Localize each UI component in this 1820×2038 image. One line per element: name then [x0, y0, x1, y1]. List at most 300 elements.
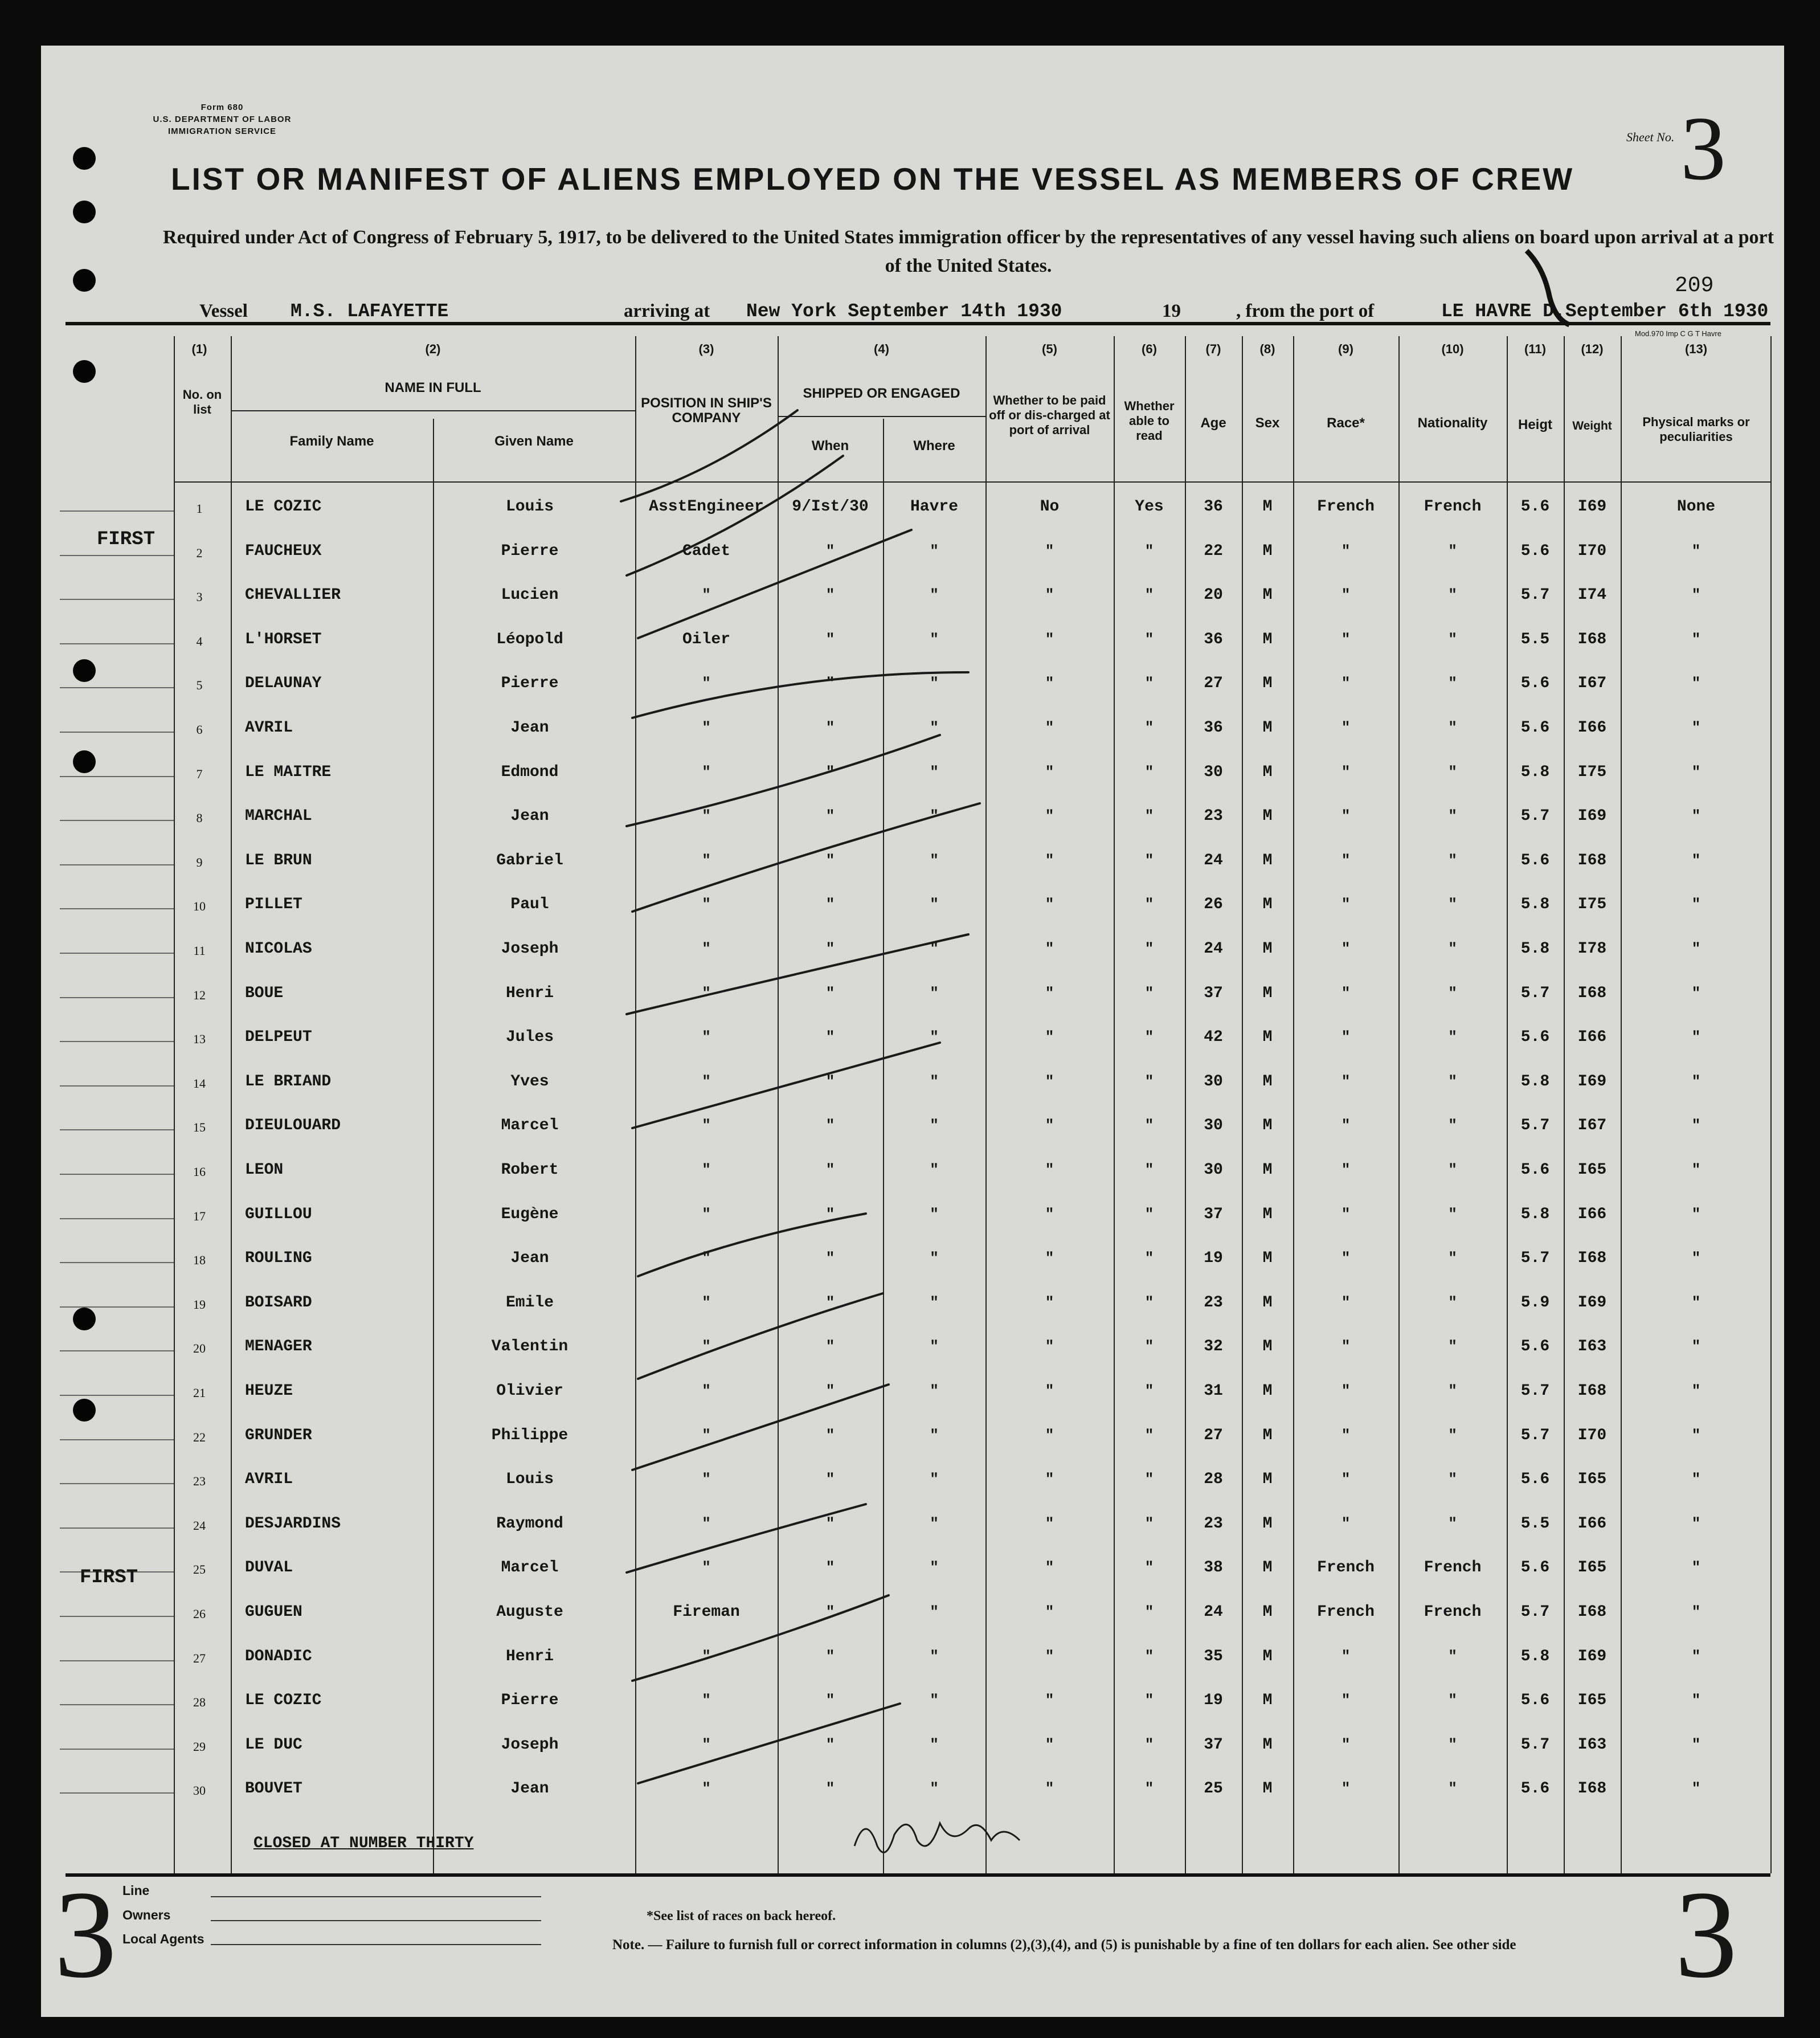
- cell-when: ": [825, 1780, 835, 1798]
- form-number: Form 680: [201, 103, 244, 112]
- cell-family: DELAUNAY: [245, 675, 322, 693]
- cell-marks: ": [1691, 675, 1701, 692]
- cell-when: ": [825, 1249, 835, 1267]
- cell-nat: ": [1448, 1647, 1457, 1665]
- cell-family: BOUE: [245, 984, 284, 1002]
- cell-family: NICOLAS: [245, 940, 312, 958]
- cell-when: ": [825, 542, 835, 559]
- cell-marks: None: [1676, 498, 1716, 516]
- row-number: 10: [193, 899, 206, 914]
- cell-nat: ": [1448, 1249, 1457, 1267]
- header-shipped: SHIPPED OR ENGAGED: [803, 386, 960, 401]
- cell-age: 23: [1204, 1514, 1223, 1533]
- cell-where: ": [930, 1161, 939, 1178]
- col-num-4: (4): [874, 342, 889, 356]
- cell-family: DONADIC: [245, 1647, 312, 1665]
- cell-sex: M: [1262, 1205, 1273, 1223]
- cell-weight: I74: [1577, 586, 1607, 605]
- cell-position: ": [702, 1559, 711, 1577]
- penalty-note: Note. — Failure to furnish full or correct information in columns (2),(3),(4), and (5) is punishable by a fine of ten dollars for each alien. See other side: [612, 1937, 1516, 1953]
- header-weight: Weight: [1572, 419, 1612, 432]
- cell-sex: M: [1262, 807, 1273, 826]
- header-where: Where: [913, 438, 955, 454]
- from-label: , from the port of: [1236, 301, 1375, 321]
- cell-age: 42: [1204, 1028, 1223, 1047]
- cell-nat: ": [1448, 1205, 1457, 1223]
- cell-race: ": [1341, 1692, 1351, 1709]
- cell-weight: I66: [1577, 1205, 1607, 1223]
- cell-paid: ": [1045, 1647, 1054, 1665]
- row-number: 2: [196, 545, 203, 560]
- cell-paid: ": [1045, 1471, 1054, 1488]
- cell-paid: ": [1045, 1603, 1054, 1620]
- cell-weight: I68: [1577, 984, 1607, 1002]
- cell-age: 23: [1204, 1293, 1223, 1312]
- cell-marks: ": [1691, 851, 1701, 869]
- cell-when: ": [825, 851, 835, 869]
- cell-nat: ": [1448, 586, 1457, 604]
- cell-weight: I66: [1577, 1028, 1607, 1047]
- footer-sheet-number-left: 3: [54, 1865, 117, 2004]
- cell-paid: ": [1045, 1559, 1054, 1577]
- cell-given: Henri: [505, 1647, 554, 1665]
- line-label: Line: [122, 1883, 150, 1898]
- cell-read: ": [1144, 1338, 1154, 1355]
- cell-height: 5.6: [1520, 1161, 1550, 1179]
- cell-position: AsstEngineer: [649, 498, 764, 516]
- cell-family: LE BRUN: [245, 851, 312, 869]
- cell-position: ": [702, 1471, 711, 1488]
- cell-read: ": [1144, 1117, 1154, 1134]
- row-number: 15: [193, 1120, 206, 1135]
- cell-given: Jean: [510, 1780, 549, 1798]
- cell-paid: ": [1045, 896, 1054, 913]
- cell-family: LE BRIAND: [245, 1072, 332, 1091]
- row-number: 25: [193, 1562, 206, 1577]
- cell-race: ": [1341, 1382, 1351, 1399]
- arriving-label: arriving at: [624, 301, 710, 321]
- cell-where: ": [930, 1692, 939, 1709]
- header-paid-off: Whether to be paid off or dis-charged at port of arrival: [989, 393, 1110, 437]
- races-note: *See list of races on back hereof.: [647, 1909, 836, 1923]
- cell-given: Louis: [505, 498, 554, 516]
- header-no-on-list: No. on list: [182, 387, 222, 416]
- cell-where: ": [930, 1426, 939, 1444]
- cell-position: ": [702, 1692, 711, 1709]
- cell-when: ": [825, 807, 835, 825]
- cell-position: ": [702, 896, 711, 913]
- cell-height: 5.7: [1520, 586, 1550, 605]
- cell-nat: ": [1448, 542, 1457, 559]
- cell-height: 5.8: [1520, 1205, 1550, 1223]
- cell-height: 5.7: [1520, 1117, 1550, 1135]
- header-able-read: Whether able to read: [1124, 399, 1175, 443]
- cell-paid: ": [1045, 630, 1054, 648]
- cell-marks: ": [1691, 1338, 1701, 1355]
- cell-marks: ": [1691, 807, 1701, 825]
- cell-read: ": [1144, 542, 1154, 559]
- cell-family: ROULING: [245, 1249, 312, 1268]
- cell-race: ": [1341, 1072, 1351, 1090]
- cell-paid: ": [1045, 1426, 1054, 1444]
- cell-given: Edmond: [501, 763, 559, 781]
- cell-family: PILLET: [245, 896, 302, 914]
- cell-family: L'HORSET: [245, 630, 322, 648]
- cell-paid: ": [1045, 940, 1054, 957]
- cell-family: DIEULOUARD: [245, 1117, 341, 1135]
- cell-position: ": [702, 807, 711, 825]
- header-name-in-full: NAME IN FULL: [385, 380, 481, 395]
- cell-given: Joseph: [501, 1735, 559, 1754]
- cell-height: 5.7: [1520, 1249, 1550, 1268]
- cell-given: Philippe: [491, 1426, 569, 1444]
- cell-given: Louis: [505, 1471, 554, 1489]
- row-number: 24: [193, 1518, 206, 1533]
- row-number: 11: [193, 944, 206, 958]
- signature: [854, 1823, 1020, 1852]
- cell-nat: ": [1448, 1514, 1457, 1532]
- cell-weight: I69: [1577, 807, 1607, 826]
- cell-race: ": [1341, 586, 1351, 604]
- cell-position: ": [702, 1338, 711, 1355]
- row-number: 3: [196, 590, 203, 605]
- cell-where: ": [930, 851, 939, 869]
- cell-height: 5.8: [1520, 763, 1550, 781]
- cell-race: ": [1341, 807, 1351, 825]
- cell-paid: No: [1040, 498, 1060, 516]
- cell-race: ": [1341, 763, 1351, 781]
- cell-height: 5.7: [1520, 1603, 1550, 1621]
- cell-sex: M: [1262, 675, 1273, 693]
- row-number: 26: [193, 1607, 206, 1621]
- cell-given: Marcel: [501, 1117, 559, 1135]
- check-strokes: [621, 410, 980, 1783]
- cell-read: ": [1144, 1692, 1154, 1709]
- cell-age: 32: [1204, 1338, 1223, 1356]
- cell-read: ": [1144, 1028, 1154, 1046]
- cell-weight: I67: [1577, 675, 1607, 693]
- cell-race: ": [1341, 1647, 1351, 1665]
- cell-age: 35: [1204, 1647, 1223, 1665]
- cell-age: 27: [1204, 675, 1223, 693]
- cell-family: BOISARD: [245, 1293, 312, 1312]
- cell-height: 5.6: [1520, 542, 1550, 560]
- header-race: Race*: [1327, 415, 1365, 431]
- cell-nat: French: [1424, 1559, 1482, 1577]
- cell-family: DESJARDINS: [245, 1514, 341, 1533]
- cell-nat: ": [1448, 1293, 1457, 1311]
- cell-weight: I63: [1577, 1338, 1607, 1356]
- cell-sex: M: [1262, 896, 1273, 914]
- cell-given: Gabriel: [496, 851, 563, 869]
- cell-nat: ": [1448, 851, 1457, 869]
- cell-family: HEUZE: [245, 1382, 293, 1400]
- stamp-number: 209: [1675, 273, 1714, 298]
- cell-race: ": [1341, 630, 1351, 648]
- cell-race: ": [1341, 1293, 1351, 1311]
- cell-sex: M: [1262, 630, 1273, 648]
- cell-race: ": [1341, 1338, 1351, 1355]
- cell-nat: ": [1448, 940, 1457, 957]
- cell-read: ": [1144, 1293, 1154, 1311]
- cell-height: 5.6: [1520, 851, 1550, 869]
- sheet-label: Sheet No.: [1626, 130, 1675, 144]
- cell-when: 9/Ist/30: [792, 498, 869, 516]
- row-number: 13: [193, 1032, 206, 1047]
- cell-paid: ": [1045, 984, 1054, 1002]
- cell-where: ": [930, 1735, 939, 1753]
- row-number: 17: [193, 1208, 206, 1223]
- col-num-5: (5): [1042, 342, 1057, 356]
- cell-race: French: [1317, 498, 1375, 516]
- cell-marks: ": [1691, 1205, 1701, 1223]
- cell-where: ": [930, 1249, 939, 1267]
- row-number: 23: [193, 1474, 206, 1489]
- cell-race: ": [1341, 896, 1351, 913]
- cell-position: ": [702, 1780, 711, 1798]
- cell-height: 5.6: [1520, 1692, 1550, 1710]
- margin-note-first: FIRST: [97, 529, 156, 550]
- header-when: When: [811, 438, 849, 454]
- cell-nat: ": [1448, 1780, 1457, 1798]
- cell-read: ": [1144, 984, 1154, 1002]
- cell-age: 38: [1204, 1559, 1223, 1577]
- cell-position: ": [702, 940, 711, 957]
- cell-height: 5.5: [1520, 1514, 1550, 1533]
- cell-weight: I65: [1577, 1692, 1607, 1710]
- cell-read: ": [1144, 1514, 1154, 1532]
- cell-read: ": [1144, 763, 1154, 781]
- owners-label: Owners: [122, 1908, 171, 1922]
- cell-height: 5.9: [1520, 1293, 1550, 1312]
- cell-sex: M: [1262, 984, 1273, 1002]
- cell-family: AVRIL: [245, 719, 293, 737]
- cell-marks: ": [1691, 630, 1701, 648]
- cell-marks: ": [1691, 1471, 1701, 1488]
- cell-paid: ": [1045, 1735, 1054, 1753]
- col-num-3: (3): [698, 342, 714, 356]
- cell-family: MARCHAL: [245, 807, 312, 826]
- cell-when: ": [825, 719, 835, 736]
- cell-family: LE COZIC: [245, 1692, 322, 1710]
- cell-given: Jean: [510, 719, 549, 737]
- margin-note-first-2: FIRST: [80, 1567, 138, 1588]
- cell-age: 19: [1204, 1692, 1223, 1710]
- cell-when: ": [825, 1426, 835, 1444]
- row-number: 4: [196, 634, 203, 648]
- cell-where: ": [930, 1205, 939, 1223]
- cell-race: ": [1341, 940, 1351, 957]
- cell-paid: ": [1045, 1161, 1054, 1178]
- cell-age: 24: [1204, 851, 1223, 869]
- cell-given: Lucien: [501, 586, 559, 605]
- cell-weight: I66: [1577, 1514, 1607, 1533]
- cell-position: ": [702, 586, 711, 604]
- cell-when: ": [825, 675, 835, 692]
- cell-read: ": [1144, 1161, 1154, 1178]
- cell-where: ": [930, 630, 939, 648]
- cell-marks: ": [1691, 542, 1701, 559]
- cell-when: ": [825, 1028, 835, 1046]
- cell-given: Olivier: [496, 1382, 563, 1400]
- cell-age: 30: [1204, 1117, 1223, 1135]
- cell-read: ": [1144, 1471, 1154, 1488]
- cell-height: 5.6: [1520, 1780, 1550, 1798]
- cell-paid: ": [1045, 1072, 1054, 1090]
- cell-given: Robert: [501, 1161, 559, 1179]
- cell-age: 36: [1204, 719, 1223, 737]
- cell-sex: M: [1262, 1559, 1273, 1577]
- cell-when: ": [825, 586, 835, 604]
- cell-weight: I70: [1577, 542, 1607, 560]
- footer-sheet-number-right: 3: [1675, 1865, 1737, 2004]
- cell-marks: ": [1691, 896, 1701, 913]
- cell-nat: ": [1448, 763, 1457, 781]
- cell-read: ": [1144, 940, 1154, 957]
- cell-when: ": [825, 1559, 835, 1577]
- cell-nat: ": [1448, 1338, 1457, 1355]
- row-number: 7: [196, 766, 203, 781]
- cell-given: Yves: [510, 1072, 549, 1091]
- cell-where: ": [930, 1603, 939, 1620]
- cell-age: 36: [1204, 630, 1223, 648]
- cell-position: Fireman: [673, 1603, 740, 1621]
- cell-marks: ": [1691, 1780, 1701, 1798]
- cell-height: 5.6: [1520, 1559, 1550, 1577]
- cell-read: ": [1144, 1072, 1154, 1090]
- cell-family: LE COZIC: [245, 498, 322, 516]
- cell-family: GUGUEN: [245, 1603, 302, 1621]
- cell-read: ": [1144, 1780, 1154, 1798]
- cell-where: ": [930, 1559, 939, 1577]
- cell-height: 5.7: [1520, 984, 1550, 1002]
- cell-where: ": [930, 984, 939, 1002]
- cell-sex: M: [1262, 1072, 1273, 1091]
- cell-when: ": [825, 1514, 835, 1532]
- from-value: LE HAVRE D.September 6th 1930: [1441, 301, 1769, 322]
- col-num-2: (2): [425, 342, 441, 356]
- col-num-9: (9): [1338, 342, 1353, 356]
- page-title: LIST OR MANIFEST OF ALIENS EMPLOYED ON THE VESSEL AS MEMBERS OF CREW: [171, 161, 1574, 197]
- stamp-mark: [1527, 251, 1569, 325]
- cell-when: ": [825, 1692, 835, 1709]
- cell-paid: ": [1045, 1117, 1054, 1134]
- header-age: Age: [1200, 415, 1226, 431]
- cell-race: French: [1317, 1559, 1375, 1577]
- cell-read: ": [1144, 1603, 1154, 1620]
- cell-where: ": [930, 719, 939, 736]
- col-num-1: (1): [191, 342, 207, 356]
- local-agents-label: Local Agents: [122, 1931, 205, 1946]
- cell-paid: ": [1045, 1338, 1054, 1355]
- cell-read: ": [1144, 630, 1154, 648]
- cell-position: ": [702, 1249, 711, 1267]
- cell-nat: ": [1448, 675, 1457, 692]
- cell-position: ": [702, 1514, 711, 1532]
- cell-age: 31: [1204, 1382, 1223, 1400]
- cell-height: 5.7: [1520, 1735, 1550, 1754]
- cell-when: ": [825, 1117, 835, 1134]
- cell-height: 5.8: [1520, 940, 1550, 958]
- cell-weight: I78: [1577, 940, 1607, 958]
- cell-paid: ": [1045, 586, 1054, 604]
- row-number: 18: [193, 1253, 206, 1268]
- cell-given: Raymond: [496, 1514, 563, 1533]
- header-physical-marks: Physical marks or peculiarities: [1642, 415, 1750, 444]
- cell-marks: ": [1691, 1382, 1701, 1399]
- cell-position: ": [702, 1647, 711, 1665]
- cell-sex: M: [1262, 1426, 1273, 1444]
- cell-family: AVRIL: [245, 1471, 293, 1489]
- cell-position: ": [702, 763, 711, 781]
- cell-marks: ": [1691, 1293, 1701, 1311]
- cell-family: DUVAL: [245, 1559, 293, 1577]
- cell-read: ": [1144, 1249, 1154, 1267]
- cell-sex: M: [1262, 940, 1273, 958]
- cell-weight: I75: [1577, 763, 1607, 781]
- cell-height: 5.8: [1520, 1647, 1550, 1665]
- cell-marks: ": [1691, 1426, 1701, 1444]
- cell-paid: ": [1045, 807, 1054, 825]
- cell-where: ": [930, 1338, 939, 1355]
- cell-age: 20: [1204, 586, 1223, 605]
- cell-marks: ": [1691, 719, 1701, 736]
- cell-marks: ": [1691, 1647, 1701, 1665]
- cell-weight: I65: [1577, 1559, 1607, 1577]
- cell-nat: ": [1448, 1426, 1457, 1444]
- cell-marks: ": [1691, 1735, 1701, 1753]
- cell-where: ": [930, 763, 939, 781]
- cell-sex: M: [1262, 1780, 1273, 1798]
- cell-age: 30: [1204, 1161, 1223, 1179]
- cell-race: ": [1341, 1028, 1351, 1046]
- cell-weight: I67: [1577, 1117, 1607, 1135]
- cell-marks: ": [1691, 586, 1701, 604]
- cell-position: ": [702, 1426, 711, 1444]
- cell-sex: M: [1262, 1293, 1273, 1312]
- cell-sex: M: [1262, 1249, 1273, 1268]
- cell-where: ": [930, 896, 939, 913]
- cell-given: Eugène: [501, 1205, 559, 1223]
- cell-height: 5.6: [1520, 1471, 1550, 1489]
- row-number: 22: [193, 1430, 206, 1444]
- cell-age: 26: [1204, 896, 1223, 914]
- cell-read: ": [1144, 1647, 1154, 1665]
- cell-marks: ": [1691, 1692, 1701, 1709]
- cell-when: ": [825, 984, 835, 1002]
- cell-family: DELPEUT: [245, 1028, 312, 1047]
- cell-position: Cadet: [682, 542, 730, 560]
- cell-read: ": [1144, 719, 1154, 736]
- row-number: 1: [196, 501, 203, 516]
- cell-paid: ": [1045, 1514, 1054, 1532]
- cell-height: 5.7: [1520, 807, 1550, 826]
- cell-sex: M: [1262, 851, 1273, 869]
- cell-where: Havre: [910, 498, 958, 516]
- cell-paid: ": [1045, 1205, 1054, 1223]
- cell-race: ": [1341, 719, 1351, 736]
- cell-position: ": [702, 719, 711, 736]
- cell-where: ": [930, 1471, 939, 1488]
- cell-height: 5.8: [1520, 896, 1550, 914]
- cell-position: ": [702, 1028, 711, 1046]
- cell-age: 37: [1204, 1205, 1223, 1223]
- cell-given: Valentin: [491, 1338, 569, 1356]
- cell-position: ": [702, 1293, 711, 1311]
- col-num-12: (12): [1581, 342, 1604, 356]
- cell-age: 24: [1204, 1603, 1223, 1621]
- cell-when: ": [825, 1072, 835, 1090]
